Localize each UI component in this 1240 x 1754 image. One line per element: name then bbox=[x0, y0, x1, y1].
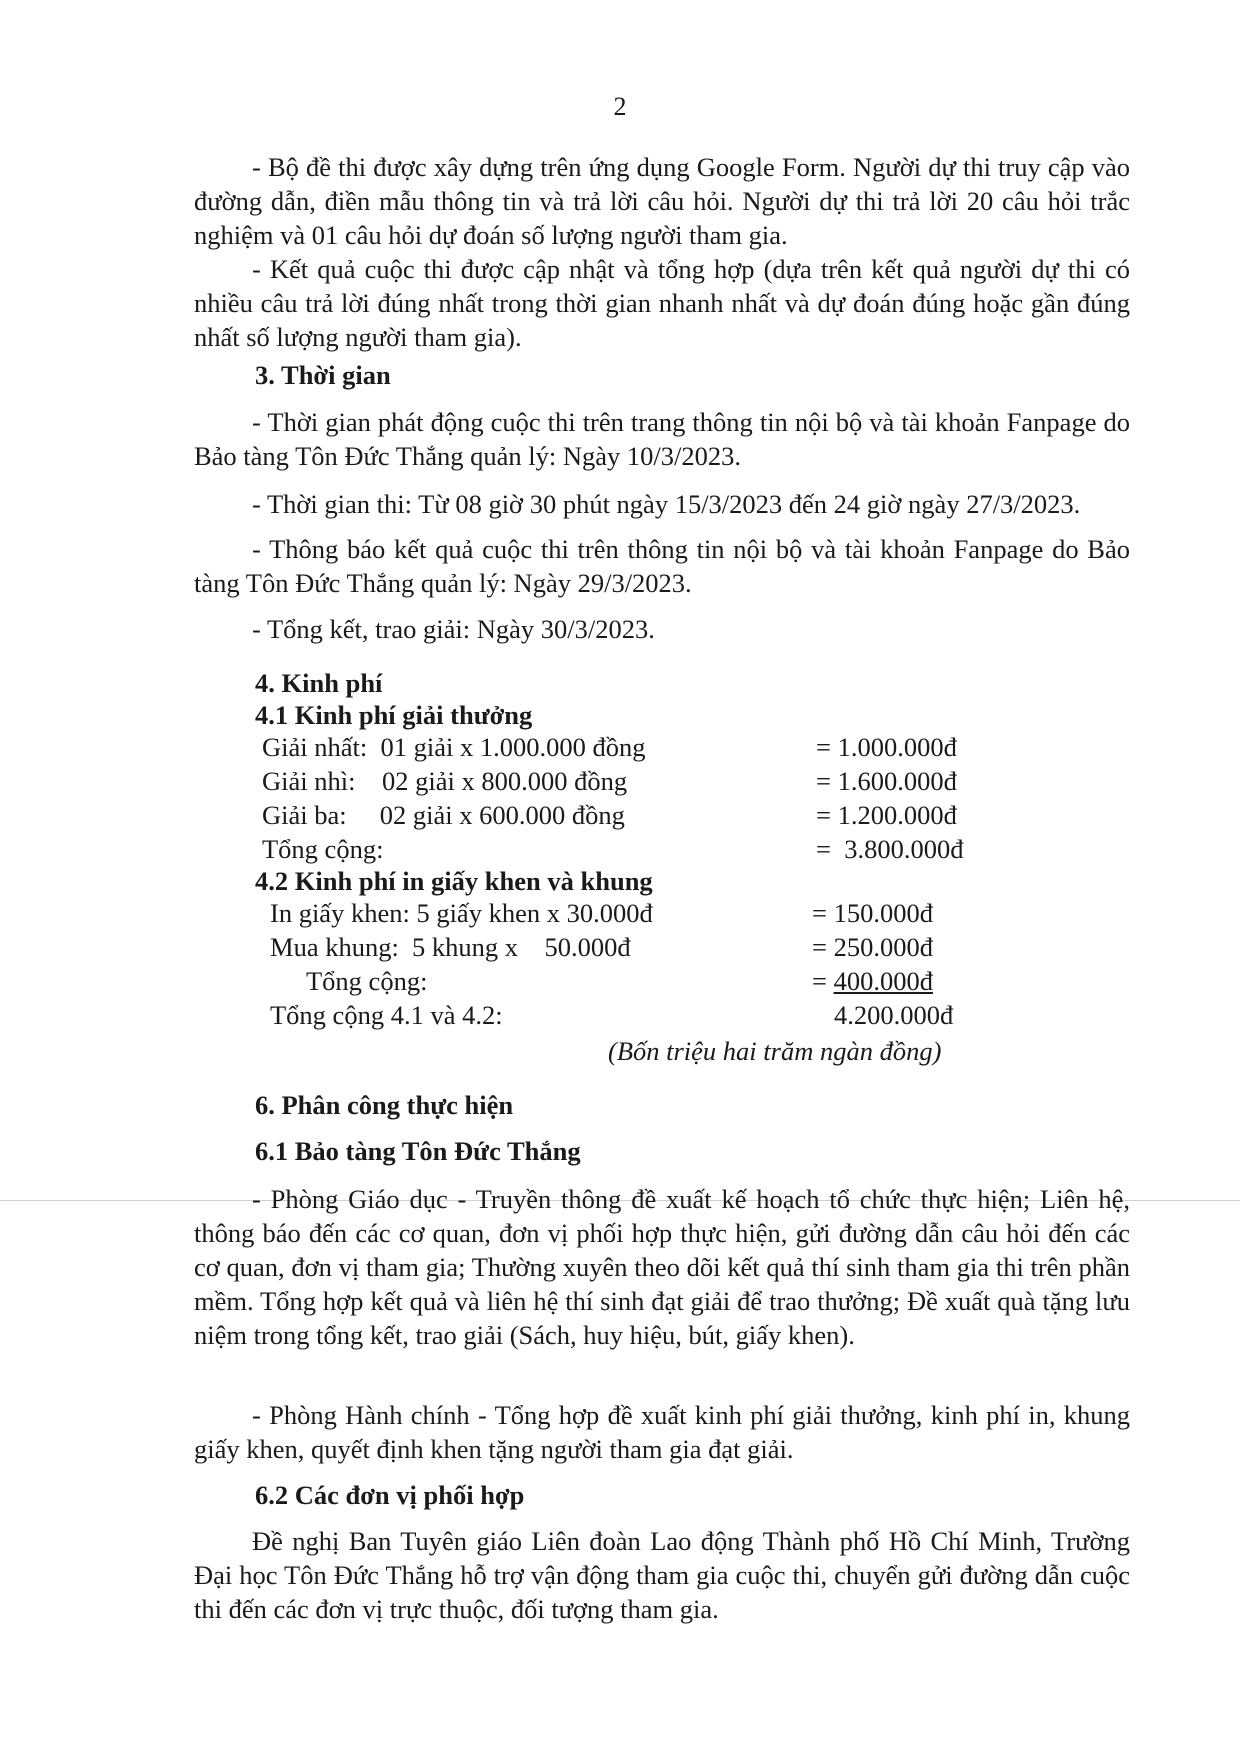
paragraph-google-form bbox=[194, 150, 1130, 252]
amount-prefix: = bbox=[812, 966, 834, 996]
certificate-print-label: In giấy khen: 5 giấy khen x 30.000đ bbox=[270, 898, 653, 928]
time-item-announce bbox=[194, 532, 1130, 600]
frame-purchase-amount: = 250.000đ bbox=[812, 932, 933, 962]
grand-total-amount: 4.200.000đ bbox=[834, 1000, 954, 1030]
paragraph-text: - Bộ đề thi được xây dựng trên ứng dụng Google Form. Người dự thi truy cập vào đường dẫn, điền mẫu thông tin và trả lời câu hỏi. Người dự thi trả lời 20 câu hỏi trắc nghiệm và 01 câu hỏi dự đoán số lượng người tham gia. bbox=[194, 152, 1130, 250]
frame-purchase-label: Mua khung: 5 khung x 50.000đ bbox=[270, 932, 631, 962]
paragraph-text: - Thông báo kết quả cuộc thi trên thông tin nội bộ và tài khoản Fanpage do Bảo tàng Tôn Đức Thắng quản lý: Ngày 29/3/2023. bbox=[194, 534, 1130, 598]
heading-section-6-1: 6.1 Bảo tàng Tôn Đức Thắng bbox=[255, 1136, 581, 1166]
time-item-exam bbox=[194, 487, 1130, 521]
prize-second-label: Giải nhì: 02 giải x 800.000 đồng bbox=[262, 766, 628, 796]
certificate-total-amount bbox=[812, 966, 933, 997]
paragraph-text: - Phòng Hành chính - Tổng hợp đề xuất kinh phí giải thưởng, kinh phí in, khung giấy khen, quyết định khen tặng người tham gia đạt giải. bbox=[194, 1400, 1130, 1464]
grand-total-label: Tổng cộng 4.1 và 4.2: bbox=[270, 1000, 503, 1030]
paragraph-results bbox=[194, 252, 1130, 354]
amount-in-words: (Bốn triệu hai trăm ngàn đồng) bbox=[608, 1036, 942, 1066]
heading-section-6-2: 6.2 Các đơn vị phối hợp bbox=[255, 1480, 525, 1510]
prize-first-label: Giải nhất: 01 giải x 1.000.000 đồng bbox=[262, 732, 646, 762]
paragraph-text: - Tổng kết, trao giải: Ngày 30/3/2023. bbox=[252, 614, 655, 644]
certificate-print-amount: = 150.000đ bbox=[812, 898, 933, 928]
paragraph-text: - Phòng Giáo dục - Truyền thông đề xuất kế hoạch tổ chức thực hiện; Liên hệ, thông báo đến các cơ quan, đơn vị phối hợp thực hiện, gửi đường dẫn câu hỏi đến các cơ quan, đơn vị tham gia; Thường xuyên theo dõi kết quả thí sinh tham gia thi trên phần mềm. Tổng hợp kết quả và liên hệ thí sinh đạt giải để trao thưởng; Đề xuất quà tặng lưu niệm trong tổng kết, trao giải (Sách, huy hiệu, bút, giấy khen). bbox=[194, 1184, 1130, 1350]
heading-section-6: 6. Phân công thực hiện bbox=[255, 1090, 514, 1120]
prize-total-label: Tổng cộng: bbox=[262, 834, 384, 864]
heading-section-4-1: 4.1 Kinh phí giải thưởng bbox=[255, 700, 533, 730]
heading-section-3: 3. Thời gian bbox=[255, 360, 391, 390]
prize-second-amount: = 1.600.000đ bbox=[816, 766, 957, 796]
time-item-launch bbox=[194, 405, 1130, 473]
time-item-award bbox=[194, 612, 1130, 646]
paragraph-text: - Thời gian thi: Từ 08 giờ 30 phút ngày 15/3/2023 đến 24 giờ ngày 27/3/2023. bbox=[252, 489, 1081, 519]
heading-section-4: 4. Kinh phí bbox=[255, 668, 383, 698]
page-number: 2 bbox=[613, 92, 627, 121]
prize-first-amount: = 1.000.000đ bbox=[816, 732, 957, 762]
assignment-education-dept bbox=[194, 1182, 1130, 1352]
paragraph-text: - Thời gian phát động cuộc thi trên trang thông tin nội bộ và tài khoản Fanpage do Bảo tàng Tôn Đức Thắng quản lý: Ngày 10/3/2023. bbox=[194, 407, 1130, 471]
assignment-admin-dept bbox=[194, 1398, 1130, 1466]
heading-section-4-2: 4.2 Kinh phí in giấy khen và khung bbox=[255, 866, 653, 896]
prize-total-amount: = 3.800.000đ bbox=[816, 834, 964, 864]
paragraph-text: Đề nghị Ban Tuyên giáo Liên đoàn Lao động Thành phố Hồ Chí Minh, Trường Đại học Tôn Đức Thắng hỗ trợ vận động tham gia cuộc thi, chuyển gửi đường dẫn cuộc thi đến các đơn vị trực thuộc, đối tượng tham gia. bbox=[194, 1526, 1130, 1624]
coordinating-units-paragraph bbox=[194, 1524, 1130, 1626]
paragraph-text: - Kết quả cuộc thi được cập nhật và tổng hợp (dựa trên kết quả người dự thi có nhiều câu trả lời đúng nhất trong thời gian nhanh nhất và dự đoán đúng hoặc gần đúng nhất số lượng người tham gia). bbox=[194, 254, 1130, 352]
prize-third-label: Giải ba: 02 giải x 600.000 đồng bbox=[262, 800, 625, 830]
amount-underlined: 400.000đ bbox=[833, 966, 933, 996]
certificate-total-label: Tổng cộng: bbox=[306, 966, 428, 996]
prize-third-amount: = 1.200.000đ bbox=[816, 800, 957, 830]
